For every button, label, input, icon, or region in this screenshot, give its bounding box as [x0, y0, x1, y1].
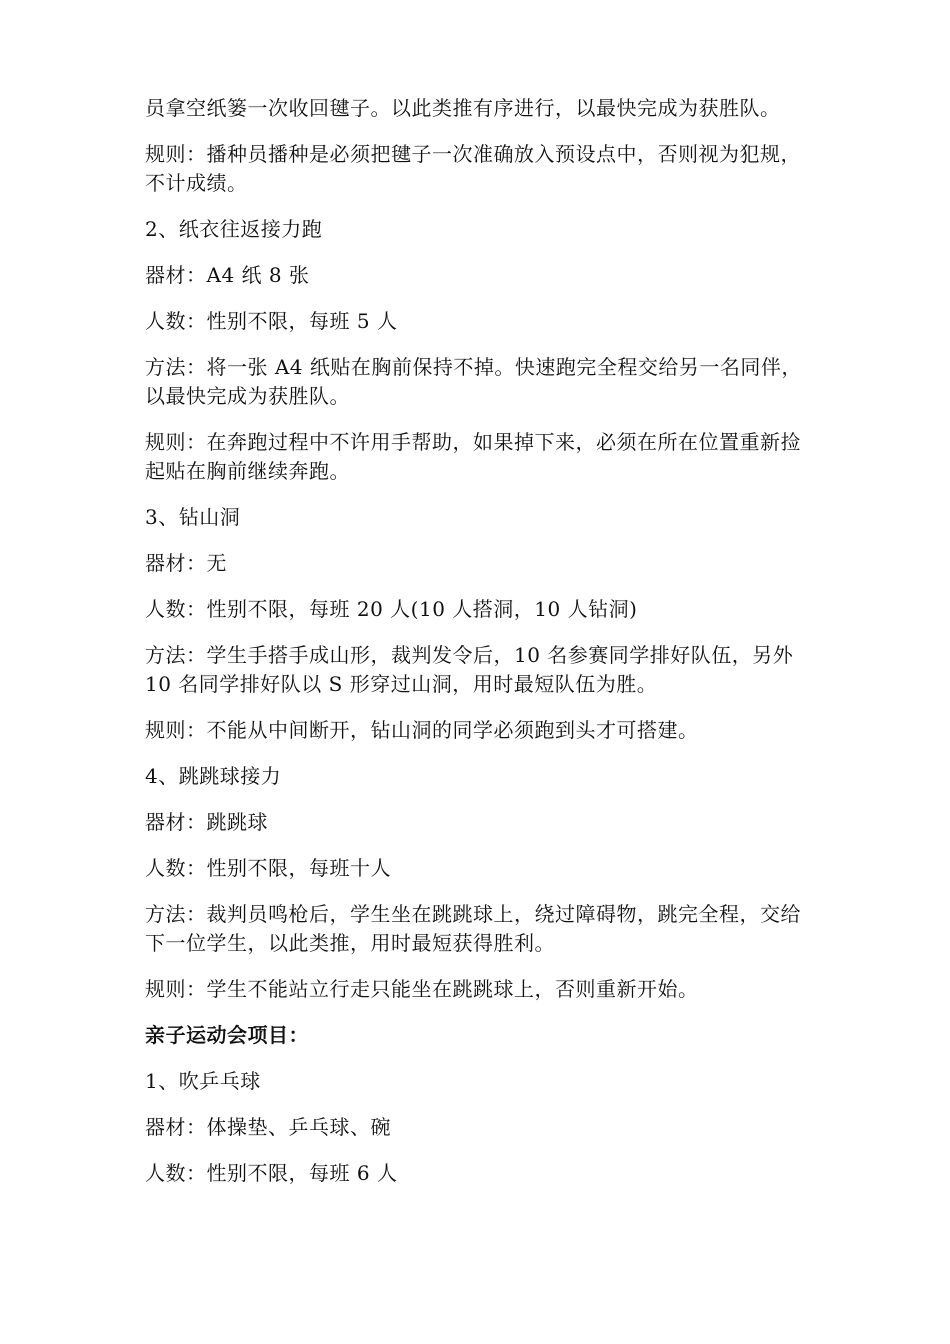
parent-participants-1: 人数：性别不限，每班 6 人	[145, 1161, 398, 1185]
parent-equipment-1: 器材：体操垫、乒乓球、碗	[145, 1115, 391, 1139]
method-4: 方法：裁判员鸣枪后，学生坐在跳跳球上，绕过障碍物，跳完全程，交给下一位学生，以此类推，用时最短获得胜利。	[145, 902, 801, 955]
item-title-3: 3、钻山洞	[145, 505, 241, 529]
item-title-4: 4、跳跳球接力	[145, 764, 282, 788]
item-title-2: 2、纸衣往返接力跑	[145, 217, 323, 241]
method-2: 方法：将一张 A4 纸贴在胸前保持不掉。快速跑完全程交给另一名同伴，以最快完成为获胜队。	[145, 355, 802, 408]
participants-3: 人数：性别不限，每班 20 人(10 人搭洞，10 人钻洞)	[145, 597, 638, 621]
parent-item-title-1: 1、吹乒乓球	[145, 1069, 261, 1093]
equipment-4: 器材：跳跳球	[145, 810, 268, 834]
rule-3: 规则：不能从中间断开，钻山洞的同学必须跑到头才可搭建。	[145, 718, 699, 742]
participants-4: 人数：性别不限，每班十人	[145, 856, 391, 880]
section-heading: 亲子运动会项目：	[145, 1023, 309, 1047]
equipment-3: 器材：无	[145, 551, 227, 575]
paragraph-continuation: 员拿空纸篓一次收回毽子。以此类推有序进行，以最快完成为获胜队。	[145, 96, 781, 120]
paragraph-rule-1: 规则：播种员播种是必须把毽子一次准确放入预设点中，否则视为犯规，不计成绩。	[145, 142, 801, 195]
rule-2: 规则：在奔跑过程中不许用手帮助，如果掉下来，必须在所在位置重新捡起贴在胸前继续奔跑。	[145, 430, 801, 483]
participants-2: 人数：性别不限，每班 5 人	[145, 309, 398, 333]
document-page	[145, 94, 810, 1205]
equipment-2: 器材：A4 纸 8 张	[145, 263, 310, 287]
method-3: 方法：学生手搭手成山形，裁判发令后，10 名参赛同学排好队伍，另外 10 名同学排好队以 S 形穿过山洞，用时最短队伍为胜。	[145, 643, 794, 696]
rule-4: 规则：学生不能站立行走只能坐在跳跳球上，否则重新开始。	[145, 977, 699, 1001]
